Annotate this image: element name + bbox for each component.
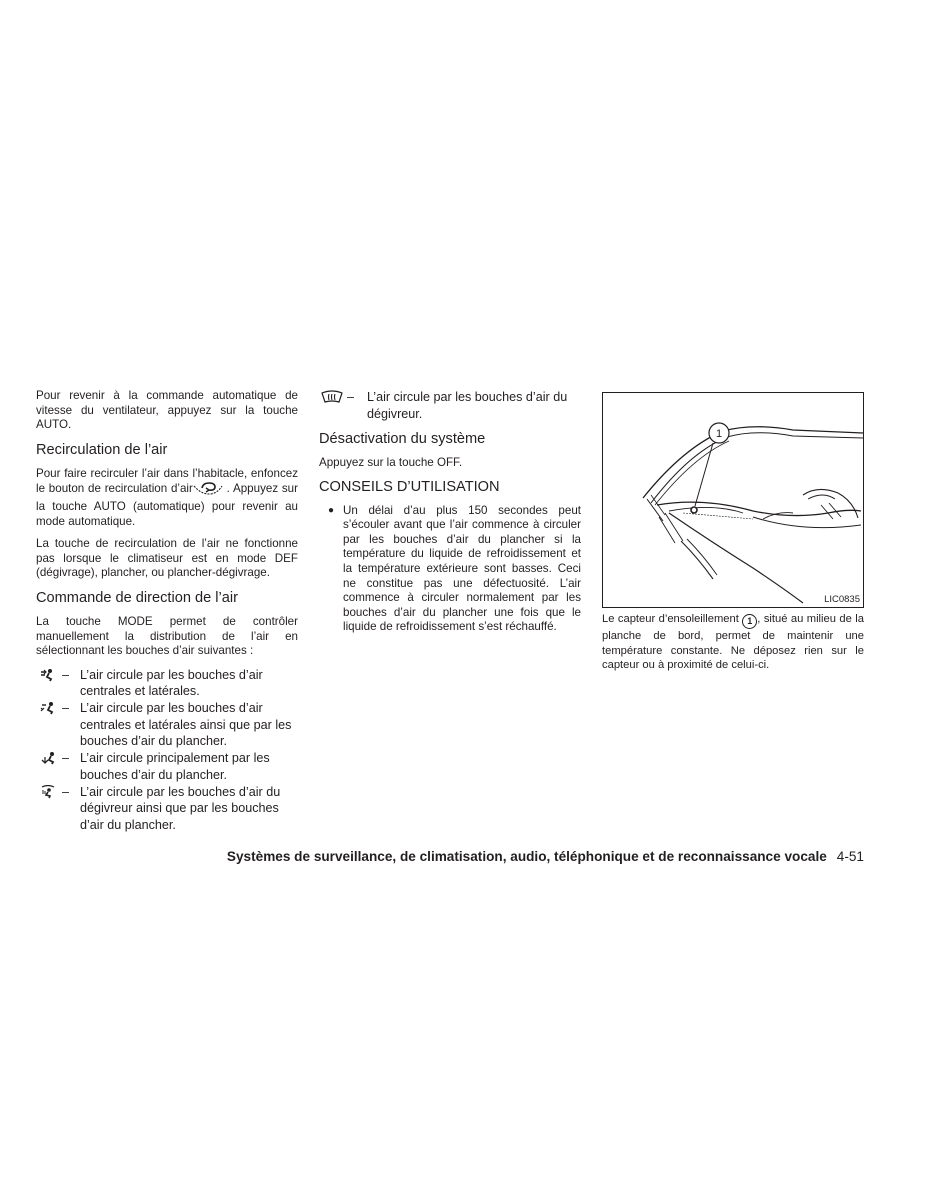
mode-text-defrost: L’air circule par les bouches d’air du dégivreur. — [367, 390, 568, 421]
mode-item-floor — [36, 750, 298, 783]
paragraph-fan-auto: Pour revenir à la commande automatique de vitesse du ventilateur, appuyez sur la touche AUTO. — [36, 389, 298, 432]
mode-text-vent: L’air circule par les bouches d’air centrales et latérales. — [80, 667, 263, 699]
mode-dash: – — [62, 667, 70, 682]
tip-item — [319, 504, 581, 635]
figure-code: LIC0835 — [824, 594, 860, 605]
floor-mode-icon — [36, 750, 62, 766]
heading-system-off: Désactivation du système — [319, 431, 486, 447]
circled-number: 1 — [742, 614, 757, 629]
callout-number: 1 — [715, 428, 723, 440]
mode-list — [36, 667, 298, 834]
figure-caption — [602, 612, 864, 673]
paragraph-recirculation — [36, 467, 298, 529]
mode-item-floor-defrost — [36, 784, 298, 834]
defrost-icon — [319, 389, 347, 405]
mode-dash: – — [62, 751, 70, 766]
paragraph-system-off: Appuyez sur la touche OFF. — [319, 456, 463, 469]
chapter-title: Systèmes de surveillance, de climatisation, audio, téléphonique et de reconnaissance vocale — [226, 849, 827, 864]
paragraph-recirculation-part1: Pour faire recirculer l’air dans l’habitacle, enfoncez le bouton de recirculation d’air — [36, 466, 298, 496]
mode-text-bi-level: L’air circule par les bouches d’air centrales et latérales ainsi que par les bouches d’air du plancher. — [80, 701, 292, 749]
sunload-sensor-figure — [602, 392, 864, 608]
heading-air-direction: Commande de direction de l’air — [36, 589, 238, 606]
recirculation-icon — [193, 481, 223, 500]
column-middle — [319, 389, 581, 635]
mode-dash: – — [62, 701, 70, 716]
paragraph-recirculation-part2: . Appuyez sur la touche AUTO (automatique) pour revenir au mode automatique. — [36, 482, 298, 528]
mode-item-vent — [36, 667, 298, 700]
paragraph-mode: La touche MODE permet de contrôler manuellement la distribution de l’air en sélectionnant les bouches d’air suivantes : — [36, 614, 298, 658]
mode-dash: – — [62, 784, 70, 799]
dashboard-illustration — [603, 393, 863, 607]
tip-text: Un délai d’au plus 150 secondes peut s’écouler avant que l’air commence à circuler par les bouches d’air du plancher si la température du liquide de refroidissement et la température extérieure sont basses. Ceci ne constitue pas une défectuosité. L’air commence à circuler normalement par les bouches d’air du plancher une fois que le liquide de refroidissement s’est réchauffé. — [343, 503, 581, 634]
mode-text-floor: L’air circule principalement par les bouches d’air du plancher. — [80, 751, 270, 782]
heading-recirculation: Recirculation de l’air — [36, 441, 168, 458]
mode-item-bi-level — [36, 700, 298, 750]
mode-item-defrost — [319, 389, 581, 422]
heading-operating-tips: CONSEILS D’UTILISATION — [319, 478, 500, 495]
mode-text-floor-defrost: L’air circule par les bouches d’air du dégivreur ainsi que par les bouches d’air du plancher. — [80, 784, 281, 832]
page-footer — [0, 849, 864, 864]
bullet-dot: ● — [327, 504, 335, 516]
column-left — [36, 389, 298, 834]
mode-dash: – — [347, 390, 355, 404]
bi-level-mode-icon — [36, 700, 62, 716]
floor-defrost-mode-icon — [36, 784, 62, 800]
caption-part1: Le capteur d’ensoleillement — [602, 613, 743, 625]
caption-part2: , situé au milieu de la planche de bord, permet de maintenir une température constante. Ne déposez rien sur le capteur ou à proximité de celui-ci. — [602, 613, 864, 672]
page-number: 4-51 — [836, 849, 864, 864]
paragraph-recirculation-note: La touche de recirculation de l’air ne fonctionne pas lorsque le climatiseur est en mode DEF (dégivrage), plancher, ou plancher-dégivrage. — [36, 537, 298, 580]
column-right — [602, 389, 864, 673]
vent-mode-icon — [36, 667, 62, 683]
